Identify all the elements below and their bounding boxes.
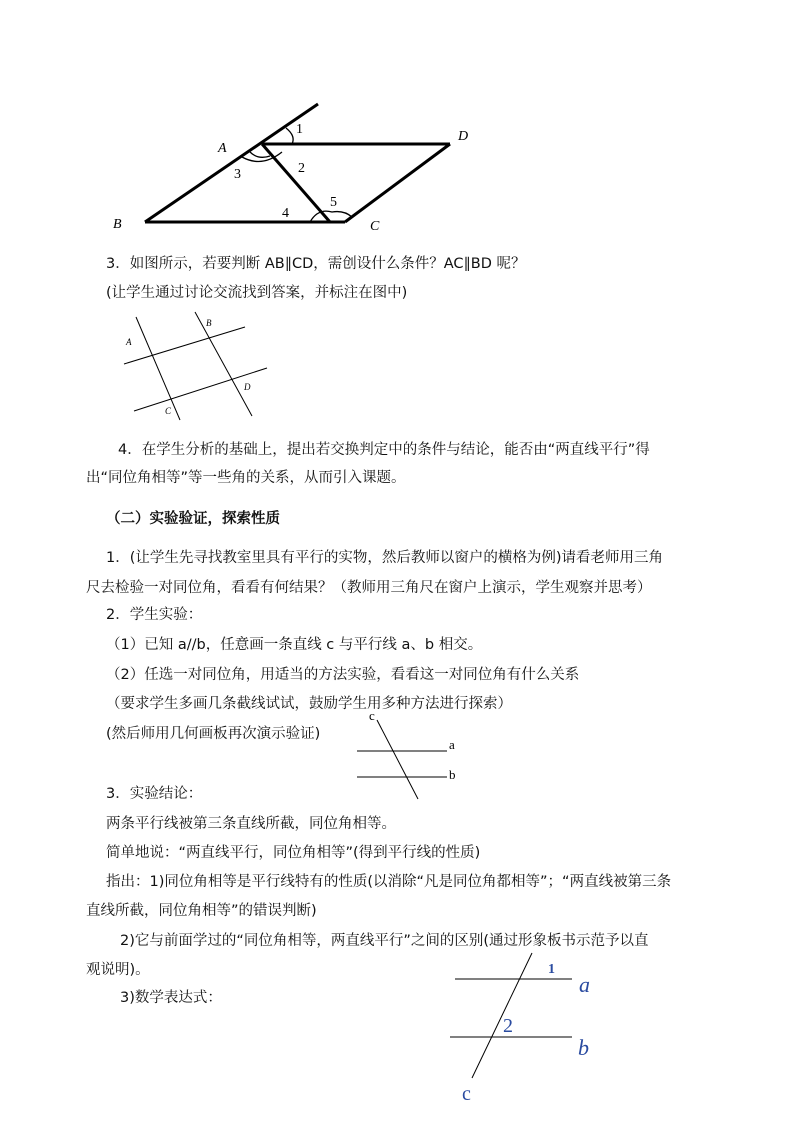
fig2-label-D: D	[244, 382, 251, 392]
item-2-title: 2．学生实验：	[106, 607, 203, 623]
item-1-line1: 1．(让学生先寻找教室里具有平行的实物，然后教师以窗户的横格为例)请看老师用三角	[106, 550, 664, 566]
item-2-sub1: （1）已知 a//b，任意画一条直线 c 与平行线 a、b 相交。	[106, 637, 483, 653]
item-3-point2-line1: 2)它与前面学过的“同位角相等，两直线平行”之间的区别(通过形象板书示范予以直	[120, 933, 649, 949]
fig4-label-c: c	[462, 1083, 471, 1105]
fig4-label-b: b	[578, 1035, 589, 1060]
fig4-label-a: a	[579, 972, 590, 997]
line-c-large	[472, 953, 532, 1078]
item-2-sub2: （2）任选一对同位角，用适当的方法实验，看看这一对同位角有什么关系	[106, 667, 580, 683]
item-2-sub3: （要求学生多画几条截线试试，鼓励学生用多种方法进行探索）	[106, 696, 512, 712]
item-3-point1-line1: 指出：1)同位角相等是平行线特有的性质(以消除“凡是同位角都相等”；“两直线被第三条	[106, 874, 672, 890]
item-2-sub4: (然后师用几何画板再次演示验证)	[106, 726, 321, 742]
item-3-point3: 3)数学表达式：	[120, 990, 222, 1006]
item-3-conclusion: 两条平行线被第三条直线所截，同位角相等。	[106, 816, 396, 832]
question-3-note: (让学生通过讨论交流找到答案，并标注在图中)	[106, 285, 408, 301]
fig2-label-A: A	[126, 337, 132, 347]
item-3-title: 3．实验结论：	[106, 786, 203, 802]
fig4-angle-1: 1	[548, 962, 555, 977]
fig3-label-b: b	[449, 767, 456, 782]
item-3-point1-line2: 直线所截，同位角相等”的错误判断)	[86, 903, 317, 919]
fig3-label-c: c	[369, 708, 375, 723]
label-D: D	[458, 129, 469, 144]
question-4-line1: 4．在学生分析的基础上，提出若交换判定中的条件与结论，能否由“两直线平行”得	[118, 442, 650, 458]
section-heading: （二）实验验证，探索性质	[106, 511, 280, 527]
angle-label-2: 2	[298, 161, 305, 176]
angle-label-3: 3	[234, 167, 241, 182]
label-A: A	[218, 141, 227, 156]
label-C: C	[370, 219, 380, 234]
fig2-label-C: C	[165, 406, 172, 416]
question-3: 3．如图所示，若要判断 AB∥CD，需创设什么条件？AC∥BD 呢？	[106, 256, 526, 272]
item-3-point2-line2: 观说明)。	[86, 962, 150, 978]
item-1-line2: 尺去检验一对同位角，看看有何结果？（教师用三角尺在窗户上演示，学生观察并思考）	[86, 580, 652, 596]
fig4-angle-2: 2	[503, 1015, 513, 1037]
angle-label-5: 5	[330, 195, 337, 210]
angle-label-1: 1	[296, 122, 303, 137]
question-4-line2: 出“同位角相等”等一些角的关系，从而引入课题。	[86, 470, 406, 486]
item-3-simple: 简单地说：“两直线平行，同位角相等”(得到平行线的性质)	[106, 845, 481, 861]
fig2-label-B: B	[206, 318, 212, 328]
fig3-label-a: a	[449, 737, 455, 752]
angle-label-4: 4	[282, 206, 289, 221]
label-B: B	[113, 217, 122, 232]
